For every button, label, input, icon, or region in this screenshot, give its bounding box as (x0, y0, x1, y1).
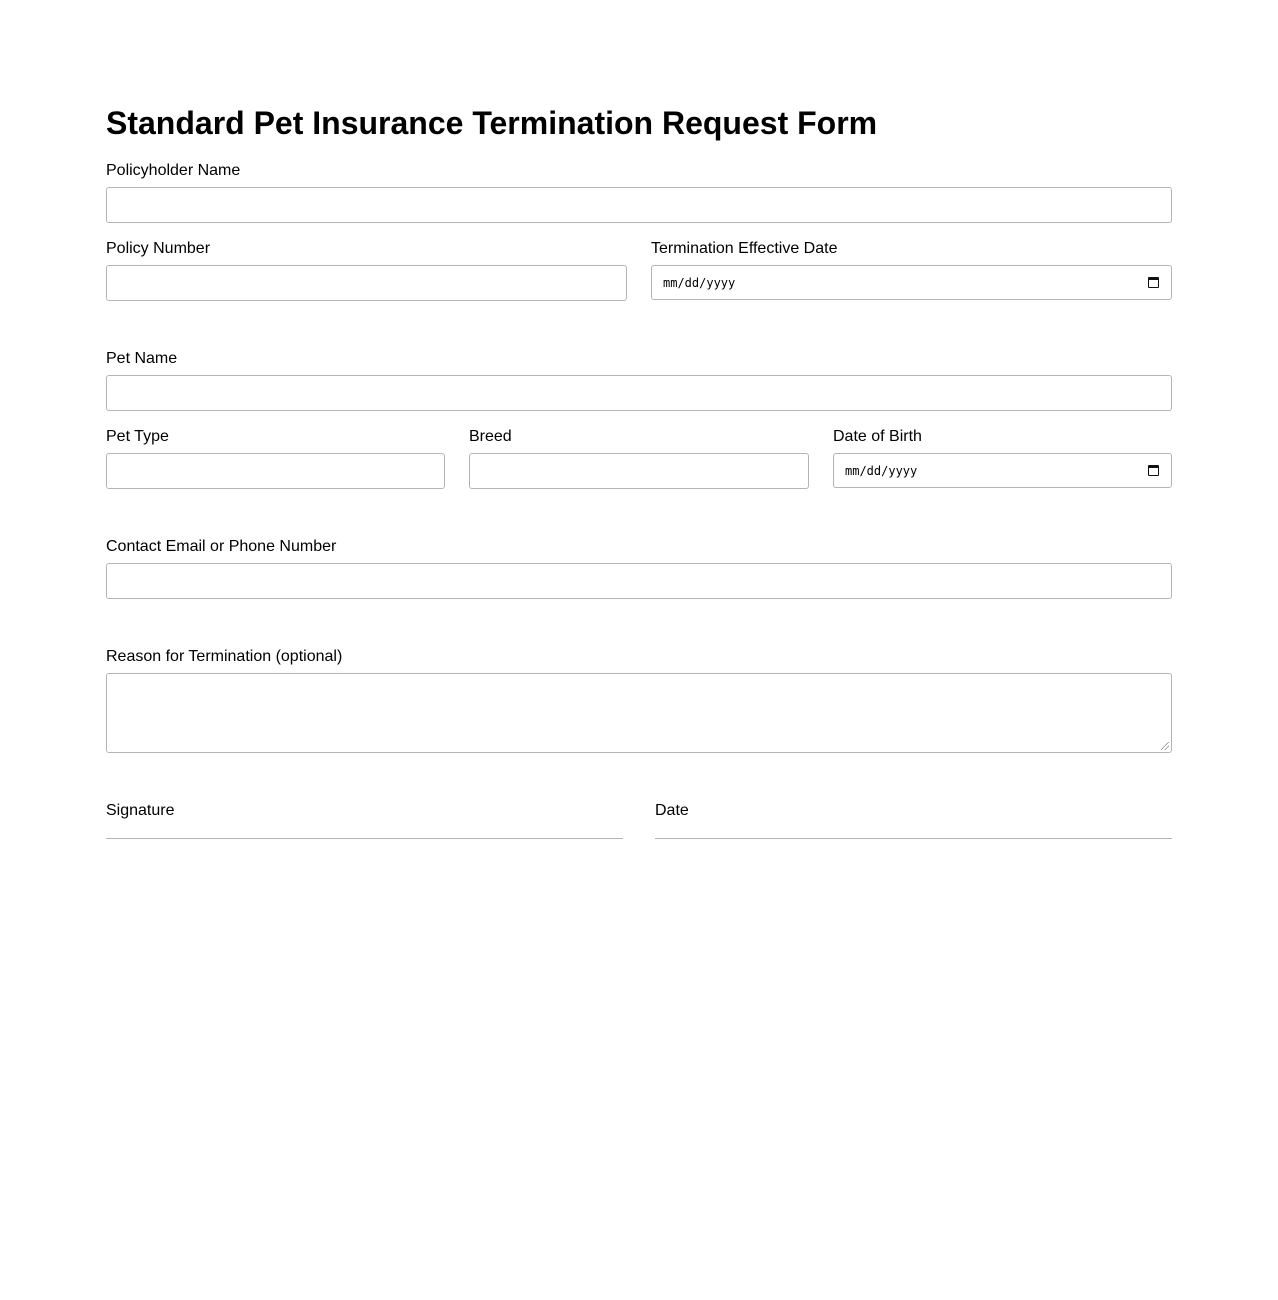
contact-label: Contact Email or Phone Number (106, 538, 337, 555)
pet-type-input[interactable] (106, 453, 445, 489)
signature-date-line[interactable] (655, 838, 1172, 839)
date-of-birth-label: Date of Birth (833, 428, 922, 445)
policy-number-input[interactable] (106, 265, 627, 301)
policy-number-field (106, 240, 627, 302)
page-title: Standard Pet Insurance Termination Request Form (106, 105, 878, 141)
pet-name-field (106, 350, 1172, 412)
policyholder-name-field (106, 162, 1172, 224)
signature-date-label: Date (655, 802, 689, 819)
policy-number-label: Policy Number (106, 240, 211, 257)
date-of-birth-input[interactable] (833, 453, 1172, 488)
signature-date-field (655, 802, 1172, 842)
breed-label: Breed (469, 428, 512, 445)
calendar-icon[interactable] (1148, 465, 1159, 476)
reason-field (106, 648, 1172, 754)
date-of-birth-field (833, 428, 1172, 490)
policyholder-name-label: Policyholder Name (106, 162, 241, 179)
pet-type-field (106, 428, 445, 490)
signature-line[interactable] (106, 838, 623, 839)
termination-effective-date-input[interactable] (651, 265, 1172, 300)
calendar-icon[interactable] (1148, 277, 1159, 288)
contact-field (106, 538, 1172, 600)
policyholder-name-input[interactable] (106, 187, 1172, 223)
reason-textarea[interactable] (106, 673, 1172, 753)
pet-name-label: Pet Name (106, 350, 178, 367)
breed-field (469, 428, 809, 490)
signature-field (106, 802, 623, 842)
pet-name-input[interactable] (106, 375, 1172, 411)
resize-grip-icon[interactable] (1161, 742, 1169, 750)
breed-input[interactable] (469, 453, 809, 489)
contact-input[interactable] (106, 563, 1172, 599)
termination-effective-date-label: Termination Effective Date (651, 240, 838, 257)
termination-effective-date-field (651, 240, 1172, 302)
pet-type-label: Pet Type (106, 428, 169, 445)
signature-label: Signature (106, 802, 175, 819)
termination-effective-date-placeholder: mm/dd/yyyy (663, 275, 736, 290)
date-of-birth-placeholder: mm/dd/yyyy (845, 463, 918, 478)
reason-label: Reason for Termination (optional) (106, 648, 343, 665)
